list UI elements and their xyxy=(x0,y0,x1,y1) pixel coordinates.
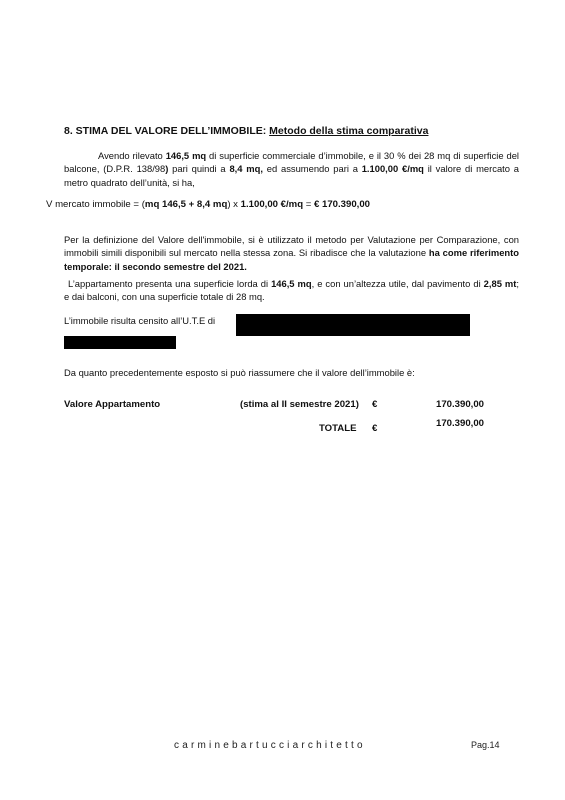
footer-author: carminebartucciarchitetto xyxy=(174,740,366,751)
total-amount: 170.390,00 xyxy=(435,418,484,429)
text-run: Avendo rilevato xyxy=(98,150,166,161)
redaction-block xyxy=(236,314,470,336)
page-number: Pag.14 xyxy=(471,740,500,750)
bold-run: 146,5 mq xyxy=(271,278,312,289)
bold-run: ha come riferimento temporale: il secondo semestre del 2021. xyxy=(64,247,519,272)
formula-surface: mq 146,5 + 8,4 mq xyxy=(144,199,228,210)
total-label: TOTALE xyxy=(319,423,357,434)
summary-intro: Da quanto precedentemente esposto si può riassumere che il valore dell’immobile è: xyxy=(64,367,415,378)
text-run: di superficie commerciale d’immobile, e il 30 % dei 28 mq di superficie del balcone, (D.P.R. 138/98 xyxy=(64,150,519,175)
text-run: il valore di mercato a metro quadrato dell’unità, si ha, xyxy=(64,163,519,188)
text-run: , e con un’altezza utile, dal pavimento di xyxy=(311,278,484,289)
paragraph-method xyxy=(64,233,519,273)
text-run: Per la definizione del Valore dell'immobile, si è utilizzato il metodo per Valutazione per Comparazione, con immobili simili disponibili sul mercato nella stessa zona. Si ribadisce che la valutazione xyxy=(64,234,519,259)
valuation-note: (stima al II semestre 2021) xyxy=(240,399,359,410)
formula-operator: x xyxy=(230,199,241,210)
formula-result: € 170.390,00 xyxy=(314,199,371,210)
bold-run: 2,85 mt xyxy=(483,278,517,289)
market-value-formula xyxy=(46,198,526,211)
bold-run: 8,4 mq, xyxy=(229,163,263,175)
paragraph-surface-details xyxy=(64,277,519,304)
census-text: L’immobile risulta censito all’U.T.E di xyxy=(64,315,216,326)
valuation-amount: 170.390,00 xyxy=(435,399,484,410)
redaction-block xyxy=(64,336,176,349)
formula-unit-price: 1.100,00 €/mq xyxy=(240,199,304,210)
paragraph-surface-calculation xyxy=(64,149,519,189)
section-title: 8. STIMA DEL VALORE DELL’IMMOBILE: xyxy=(64,125,270,137)
text-run: ; e dai balconi, con una superficie totale di 28 mq. xyxy=(64,278,519,303)
formula-equals: = xyxy=(303,199,314,210)
bold-run: 1.100,00 €/mq xyxy=(361,163,424,175)
text-run: L’appartamento presenta una superficie lorda di xyxy=(68,278,272,289)
text-run: ed assumendo pari a xyxy=(262,163,362,175)
formula-paren: ) xyxy=(227,199,231,210)
section-method: Metodo della stima comparativa xyxy=(269,125,429,137)
formula-lhs: V mercato immobile = xyxy=(46,199,142,210)
total-currency: € xyxy=(372,423,378,434)
bold-run: 146,5 mq xyxy=(165,150,207,161)
bold-run: ) xyxy=(165,163,169,175)
text-run: pari quindi a xyxy=(168,163,230,175)
formula-paren: ( xyxy=(141,199,145,210)
section-heading xyxy=(64,124,524,138)
valuation-currency: € xyxy=(372,399,378,410)
valuation-label: Valore Appartamento xyxy=(64,399,161,410)
